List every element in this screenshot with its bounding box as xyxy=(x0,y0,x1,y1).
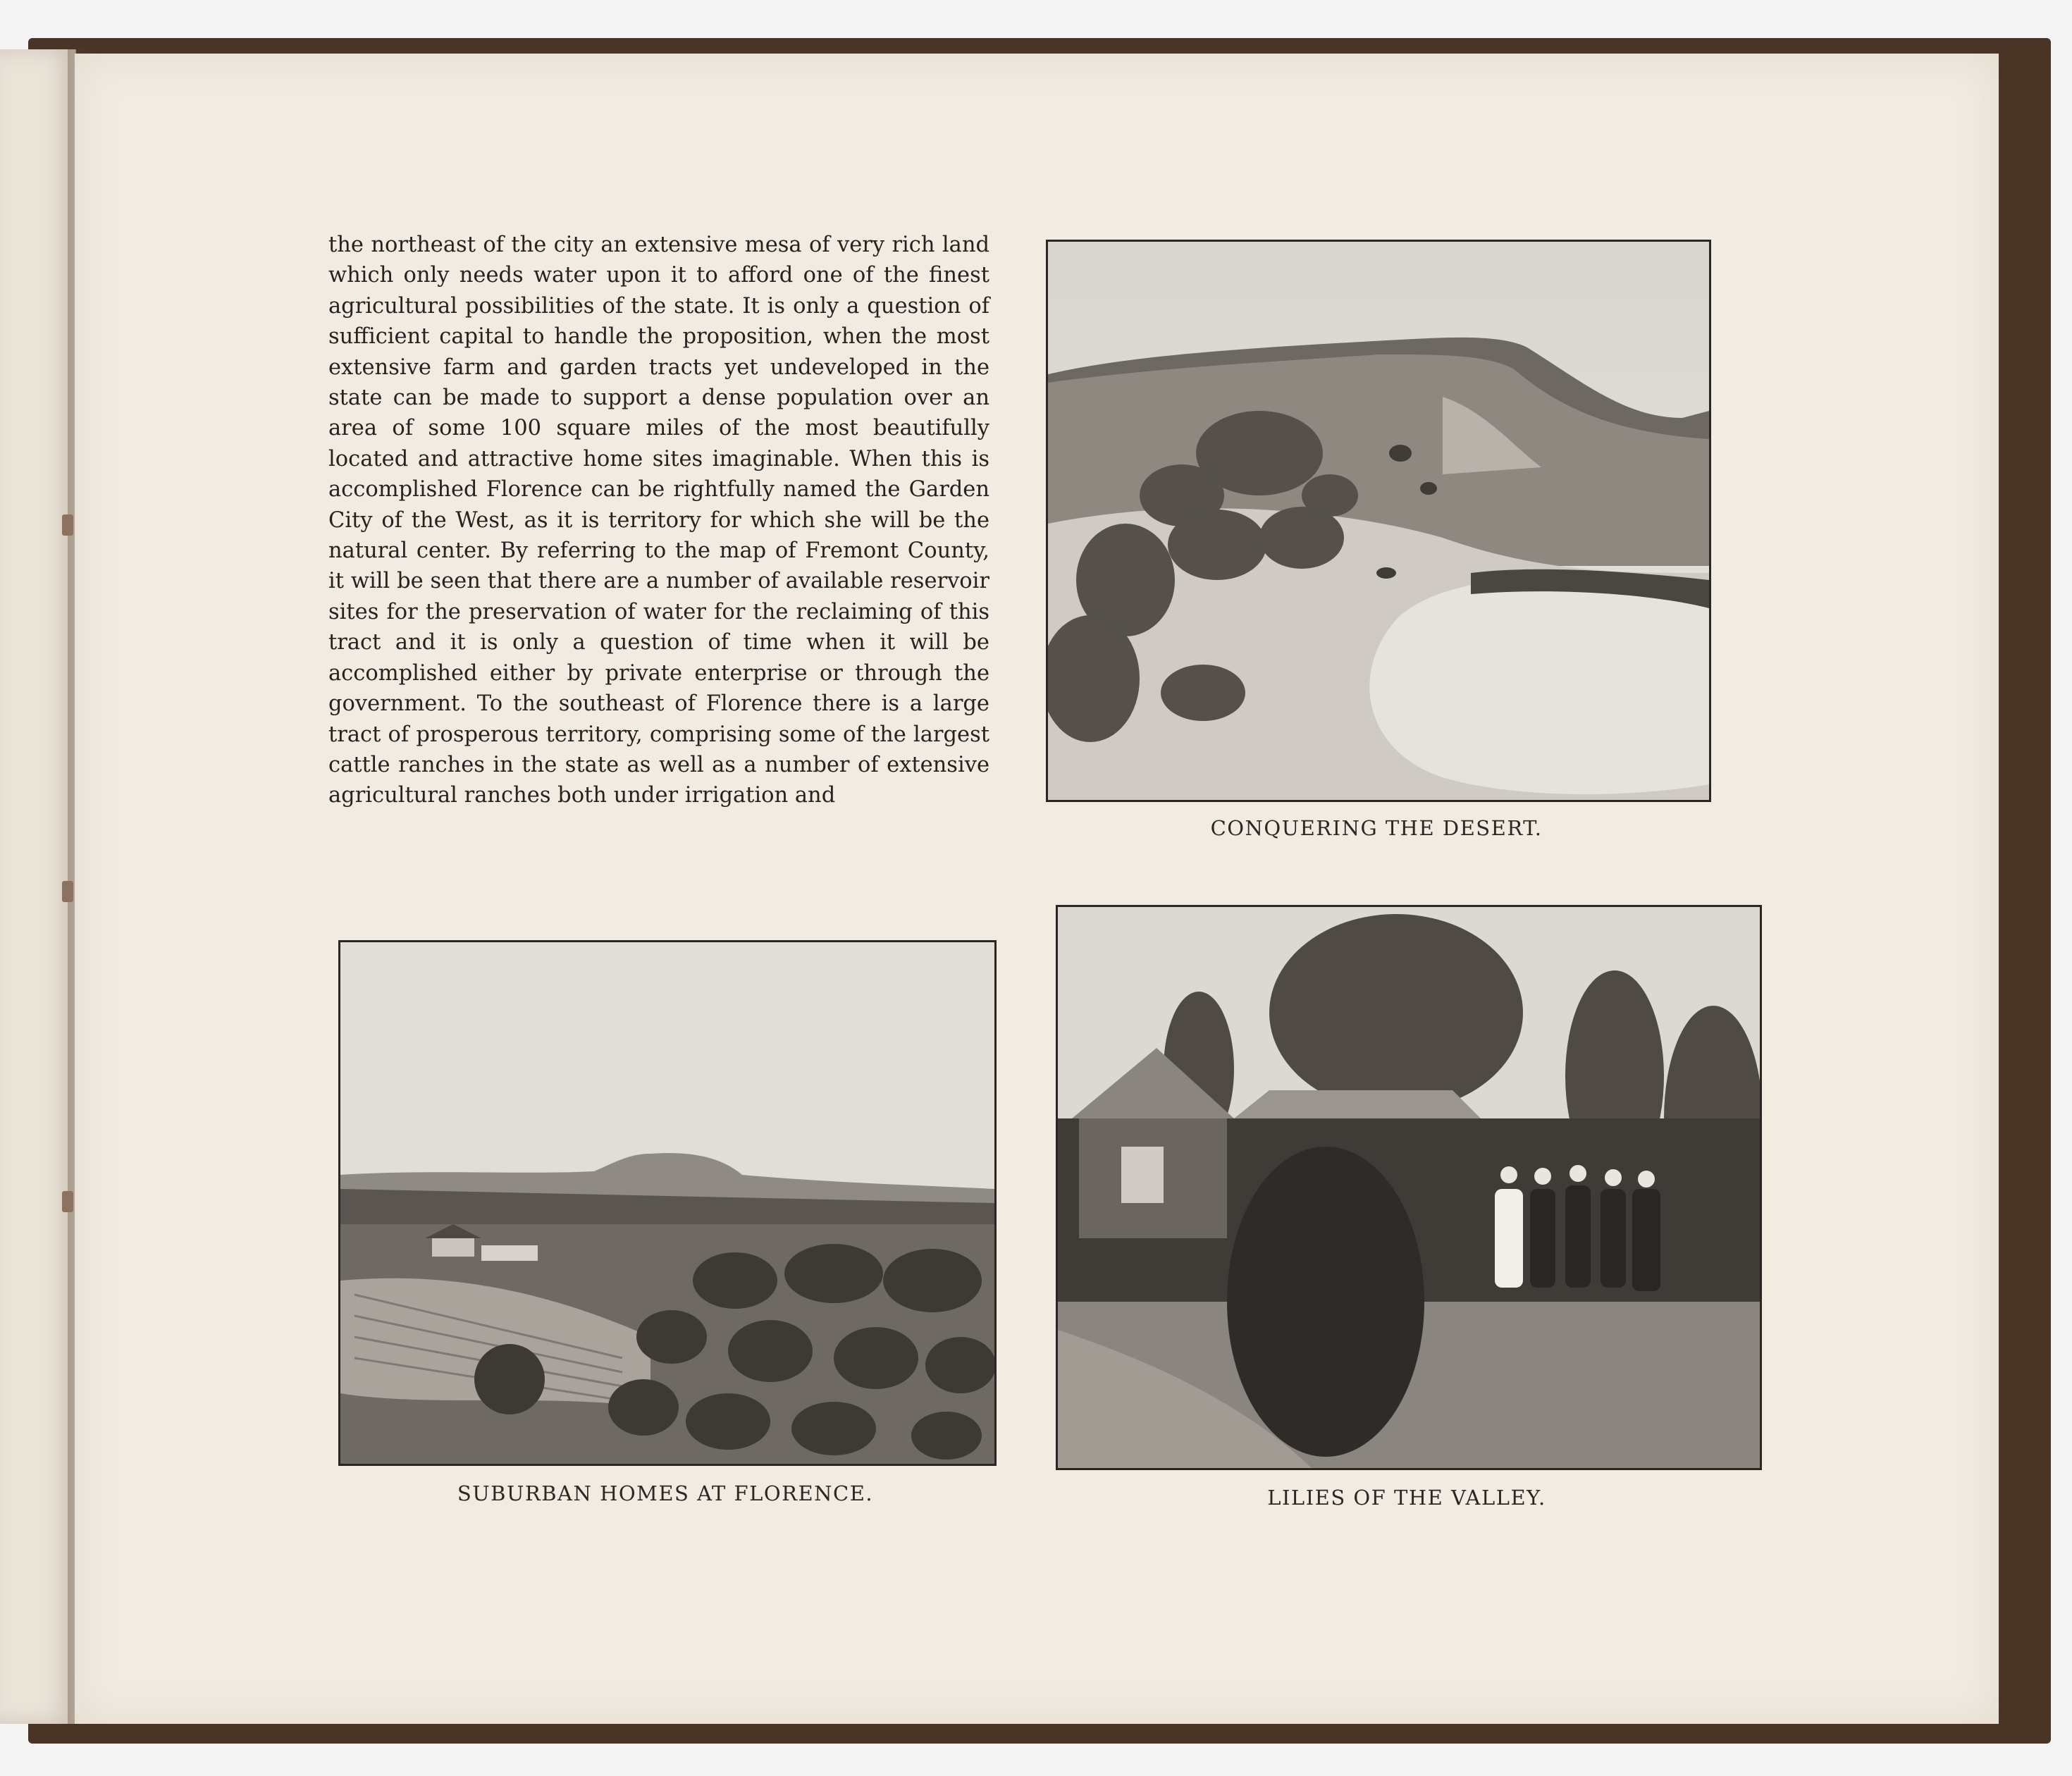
body-paragraph: the northeast of the city an extensive mesa of very rich land which only needs water upon it to afford one of the finest agricultural possibilities of the state. It is only a question of sufficient capital to handle the proposition, when the most extensive farm and garden tracts yet undeveloped in the state can be made to support a dense population over an area of some 100 square miles of the most beautifully located and attractive home sites imaginable. When this is accomplished Florence can be rightfully named the Garden City of the West, as it is territory for which she will be the natural center. By referring to the map of Fremont County, it will be seen that there are a number of available reservoir sites for the preservation of water for the reclaiming of this tract and it is only a question of time when it will be accomplished either by private enterprise or through the government. To the southeast of Florence there is a large tract of prosperous territory, comprising some of the largest cattle ranches in the state as well as a number of extensive agricultural ranches both under irrigation and xyxy=(328,233,989,808)
binding-staple-middle xyxy=(62,881,73,902)
caption-suburban-homes: SUBURBAN HOMES AT FLORENCE. xyxy=(457,1481,874,1505)
photo-lilies-of-the-valley xyxy=(1056,905,1762,1470)
garden-house-image xyxy=(1058,907,1760,1468)
desert-landscape-image xyxy=(1048,242,1709,800)
photo-suburban-homes xyxy=(338,940,997,1466)
binding-staple-top xyxy=(62,514,73,536)
caption-conquering-the-desert: CONQUERING THE DESERT. xyxy=(1210,816,1543,840)
binding-staple-bottom xyxy=(62,1191,73,1212)
photo-conquering-the-desert xyxy=(1046,240,1711,802)
suburban-orchard-image xyxy=(340,942,994,1464)
caption-lilies-of-the-valley: LILIES OF THE VALLEY. xyxy=(1267,1486,1546,1510)
